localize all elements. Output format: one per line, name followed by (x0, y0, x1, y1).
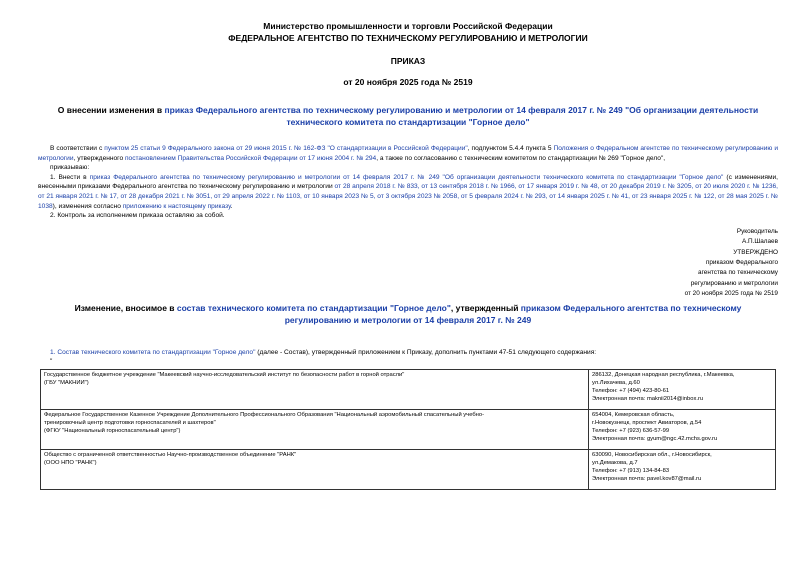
contact-line: Электронная почта: gyum@ngc.42.mchs.gov.ru (592, 435, 718, 442)
amendments-link[interactable]: от 28 апреля 2018 г. № 833, от 13 сентября 2018 г. № 1966, от 17 января 2019 г. № 48, от 20 декабря 2019 г. № 3205, от 20 июля 2020 г. № 1236, от 21 января 2021 г. № 17, от 28 декабря 2021 г. № 3051, от 29 апреля 2022 г. № 1103, от 10 января 2023 № 5, от 3 октября 2023 № 2058, от 5 февраля 2024 г. № 293, от 14 января 2025 г. № 41, от 23 января 2025 г. № 122, от 28 мая 2025 г. № 1038 (38, 183, 779, 210)
item-1-text-3: ), изменения согласно (52, 202, 123, 210)
opening-quote: " (50, 358, 53, 366)
approval-line-4: от 20 ноября 2025 года № 2519 (684, 290, 778, 298)
document-body (38, 18, 778, 490)
approval-line-1: приказом Федерального (705, 258, 778, 266)
annex-item-1 (38, 348, 778, 358)
contact-cell (589, 449, 776, 489)
item-1-text-1: 1. Внести в (50, 173, 90, 181)
contact-line: Телефон: +7 (913) 134-84-83 (592, 467, 670, 474)
approval-line-3: регулированию и метрологии (690, 279, 778, 287)
committee-composition-link[interactable]: состав технического комитета по стандартизации "Горное дело" (176, 302, 451, 313)
contact-line: ул.Лихачева, д.60 (592, 379, 640, 386)
annex-link[interactable]: приложению к настоящему приказу (122, 202, 231, 210)
doc-type: ПРИКАЗ (390, 56, 426, 66)
org-cell (41, 369, 589, 409)
preamble-text-4: , а также по согласованию с техническим комитетом по стандартизации № 269 "Горное дело", (376, 154, 666, 162)
annex-title-text-1: Изменение, вносимое в (74, 302, 177, 313)
item-1 (38, 173, 778, 211)
preamble (38, 144, 778, 163)
law-link[interactable]: пунктом 25 статьи 9 Федерального закона от 29 июня 2015 г. № 162-ФЗ "О стандартизации в Российской Федерации" (104, 145, 468, 152)
preamble-text-3: , утвержденного (73, 154, 125, 162)
organizations-table (40, 369, 776, 490)
table-row (41, 369, 776, 409)
contact-line: Телефон: +7 (494) 423-80-61 (592, 387, 670, 394)
annex-title-text-2: , утвержденный (450, 302, 521, 313)
org-cell (41, 449, 589, 489)
title-link[interactable]: приказ Федерального агентства по техническому регулированию и метрологии от 14 февраля 2017 г. № 249 "Об организации деятельности технического комитета по стандартизации "Горное дело" (164, 105, 759, 127)
contact-line: 630090, Новосибирская обл., г.Новосибирск, (592, 451, 712, 458)
contact-line: Электронная почта: pavel.kov87@mail.ru (592, 475, 702, 482)
org-line: (ГБУ "МАКНИИ") (44, 379, 89, 386)
item-1-text-4: . (230, 202, 233, 210)
annex-title (38, 302, 778, 326)
contact-line: ул.Демакова, д.7 (592, 459, 638, 466)
signature-block (38, 227, 778, 300)
approval-line-2: агентства по техническому (698, 269, 778, 277)
item-1-text-2: (с изменениями, внесенными приказами Федерального агентства по техническому регулированию и метрологии (38, 173, 778, 191)
contact-cell (589, 369, 776, 409)
composition-link[interactable]: 1. Состав технического комитета по стандартизации "Горное дело" (50, 348, 256, 356)
contact-cell (589, 409, 776, 449)
contact-line: Электронная почта: maknii2014@inbox.ru (592, 395, 704, 402)
contact-line: Телефон: +7 (923) 636-57-99 (592, 427, 670, 434)
contact-line: 654004, Кемеровская область, (592, 411, 675, 418)
org-line: Государственное бюджетное учреждение "Макеевский научно-исследовательский институт по безопасности работ в горной отрасли" (44, 371, 405, 378)
title-prefix: О внесении изменения в (57, 105, 165, 115)
annex-item-1-text: (далее - Состав), утвержденный приложением к Приказу, дополнить пунктами 47-51 следующего содержания: (255, 348, 597, 356)
doc-date: от 20 ноября 2025 года № 2519 (343, 77, 473, 87)
approved-label: УТВЕРЖДЕНО (733, 248, 778, 256)
table-row (41, 449, 776, 489)
regulation-link[interactable]: Положения о Федеральном агентстве по техническому регулированию и метрологии (38, 145, 779, 162)
order-249-link[interactable]: приказ Федерального агентства по техническому регулированию и метрологии от 14 февраля 2017 г. № 249 "Об организации деятельности технического комитета по стандартизации "Горное дело" (89, 173, 724, 181)
table-row (41, 409, 776, 449)
preamble-text-2: , подпунктом 5.4.4 пункта 5 (467, 145, 554, 152)
org-line: Общество с ограниченной ответственностью Научно-производственное объединение "РАНК" (44, 451, 297, 458)
contact-line: 286132, Донецкая народная республика, г.Макеевка, (592, 371, 735, 378)
ministry-name: Министерство промышленности и торговли Российской Федерации (263, 21, 553, 31)
contact-line: г.Новокузнецк, проспект Авиаторов, д.54 (592, 419, 702, 426)
org-line: (ФГКУ "Национальный горноспасательный центр") (44, 427, 181, 434)
org-line: тренировочный центр подготовки горноспасателей и шахтеров" (44, 419, 216, 426)
signature-position: Руководитель (736, 227, 778, 235)
orders-line: приказываю: (50, 164, 90, 172)
doc-title (38, 104, 778, 128)
signature-name: А.П.Шалаев (741, 238, 778, 246)
agency-name: ФЕДЕРАЛЬНОЕ АГЕНТСТВО ПО ТЕХНИЧЕСКОМУ РЕГУЛИРОВАНИЮ И МЕТРОЛОГИИ (228, 33, 588, 43)
org-cell (41, 409, 589, 449)
org-line: (ООО НПО "РАНК") (44, 459, 97, 466)
annex-order-link[interactable]: приказом Федерального агентства по техническому регулированию и метрологии от 14 февраля 2017 г. № 249 (284, 302, 742, 325)
preamble-text-1: В соответствии с (50, 145, 105, 152)
item-2: 2. Контроль за исполнением приказа оставляю за собой. (50, 212, 225, 220)
org-line: Федеральное Государственное Казенное Учреждение Дополнительного Профессионального Образования "Национальный аэромобильный спасательный учебно- (44, 411, 485, 418)
resolution-link[interactable]: постановлением Правительства Российской Федерации от 17 июня 2004 г. № 294 (124, 154, 377, 162)
